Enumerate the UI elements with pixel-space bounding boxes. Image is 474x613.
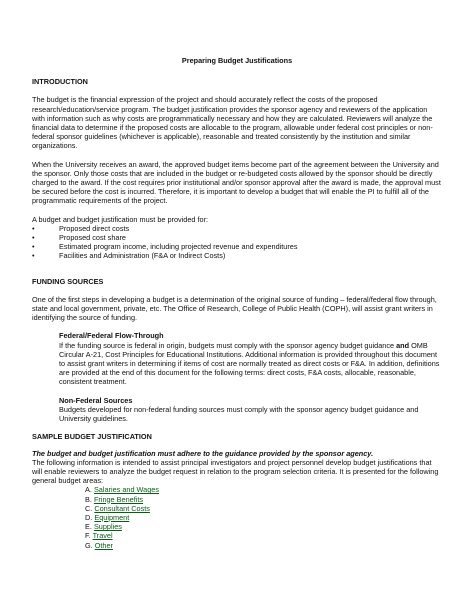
- funding-paragraph: One of the first steps in developing a budget is a determination of the original source of funding – federal/federal flow through, state and local government, private, etc. The Office of Research, College of Public Health (COPH), will assist grant writers in identifying the source of funding.: [32, 294, 437, 323]
- list-item: B. Fringe Benefits: [85, 494, 144, 504]
- sample-paragraph: The following information is intended to assist principal investigators and project personnel develop budget justifications that will enable reviewers to analyze the budget request in relation to the program selection criteria. It is presented for the following general budget areas:: [32, 457, 439, 486]
- budget-areas-list: [32, 485, 442, 549]
- fringe-benefits-link[interactable]: Fringe Benefits: [93, 494, 144, 504]
- salaries-wages-link[interactable]: Salaries and Wages: [93, 485, 159, 495]
- supplies-link[interactable]: Supplies: [93, 522, 122, 532]
- budget-bullet-list: [32, 224, 442, 261]
- equipment-link[interactable]: Equipment: [94, 512, 130, 522]
- budget-list-intro: A budget and budget justification must be provided for:: [32, 214, 209, 224]
- federal-text-b: OMB Circular A-21, Cost Principles for Educational Institutions. Additional information is provided throughout this document to assist grant writers in determining if items of cost are normally treated as direct costs or F&A. In addition, definitions are provided at the end of this document for the following terms: direct costs, F&A costs, allocable, reasonable, consistent treatment.: [59, 340, 440, 387]
- other-link[interactable]: Other: [94, 540, 113, 550]
- federal-paragraph: [59, 341, 442, 387]
- list-item: A. Salaries and Wages: [85, 485, 159, 495]
- introduction-heading: INTRODUCTION: [32, 77, 88, 87]
- bullet-item: • Estimated program income, including projected revenue and expenditures: [32, 242, 442, 251]
- list-item: E. Supplies: [85, 522, 122, 532]
- funding-sources-heading: FUNDING SOURCES: [32, 276, 104, 286]
- list-item: D. Equipment: [85, 512, 130, 522]
- federal-section: [59, 331, 442, 423]
- consultant-costs-link[interactable]: Consultant Costs: [94, 503, 150, 513]
- federal-and-bold: and: [396, 340, 410, 350]
- intro-paragraph-1: The budget is the financial expression of the project and should accurately reflect the costs of the proposed research/education/service program. The budget justification provides the sponsor agency and reviewers of the application with information such as why costs are programmatically necessary and how they are calculated. Reviewers will analyze the financial data to determine if the proposed costs are allocable to the program, allowable under federal cost principles or non-federal sponsor guidelines (whichever is applicable), reasonable and treated consistently by the institution and similar organizations.: [32, 95, 433, 151]
- bullet-item: • Proposed direct costs: [32, 224, 442, 233]
- travel-link[interactable]: Travel: [92, 531, 113, 541]
- federal-text-a: If the funding source is federal in origin, budgets must comply with the sponsor agency budget guidance: [59, 340, 397, 350]
- list-item: C. Consultant Costs: [85, 503, 150, 513]
- list-item: G. Other: [85, 540, 113, 550]
- sample-lead: The budget and budget justification must adhere to the guidance provided by the sponsor agency.: [32, 448, 374, 458]
- sample-budget-heading: SAMPLE BUDGET JUSTIFICATION: [32, 432, 152, 442]
- bullet-item: • Proposed cost share: [32, 233, 442, 242]
- bullet-item: • Facilities and Administration (F&A or Indirect Costs): [32, 251, 442, 260]
- intro-paragraph-2: When the University receives an award, the approved budget items become part of the agreement between the University and the sponsor. Only those costs that are included in the budget or re-budgeted costs allowed by the sponsor should be directly charged to the award. If the cost requires prior institutional and/or sponsor approval after the award is made, the approval must be secured before the cost is incurred. Therefore, it is important to develop a budget that will enable the PI to fulfill all of the programmatic requirements of the project.: [32, 159, 441, 206]
- nonfederal-heading: Non-Federal Sources: [59, 395, 133, 405]
- list-item: F. Travel: [85, 531, 113, 541]
- page-title: Preparing Budget Justifications: [181, 56, 293, 65]
- nonfederal-paragraph: Budgets developed for non-federal funding sources must comply with the sponsor agency budget guidance and University guidelines.: [59, 404, 419, 424]
- federal-heading: Federal/Federal Flow-Through: [59, 331, 164, 341]
